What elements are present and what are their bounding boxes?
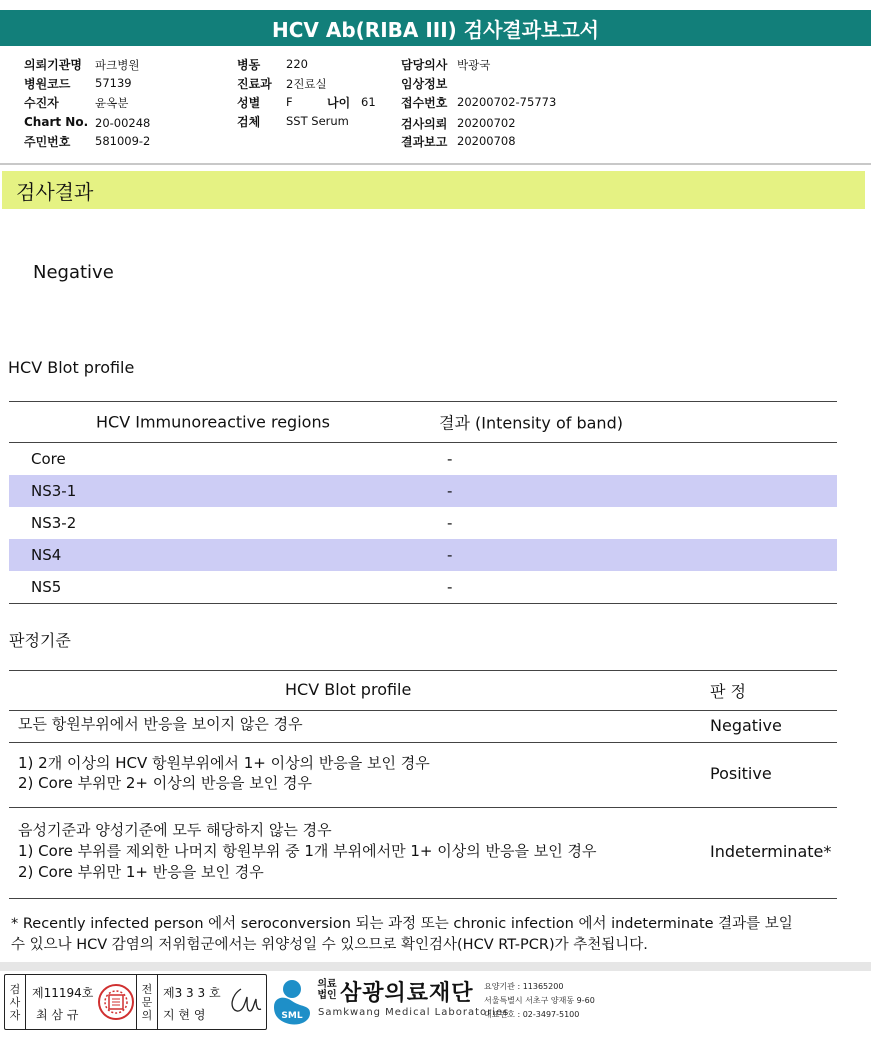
info-value: 20200702 [457,116,516,130]
blot-profile-table [9,401,837,604]
seal-stamp-icon [95,980,137,1024]
region-cell: NS5 [31,578,62,596]
info-label: 검체 [237,115,261,129]
examiner-name: 최 삼 규 [36,1008,79,1022]
criteria-text: 2) Core 부위만 2+ 이상의 반응을 보인 경우 [18,774,312,792]
table-row [9,539,837,571]
info-value: 220 [286,57,308,71]
criteria-heading: 판정기준 [9,631,71,650]
footer-divider [0,962,871,971]
label-char: 의 [141,1008,153,1022]
column-header: 판 정 [710,682,746,701]
criteria-text: 모든 항원부위에서 반응을 보이지 않은 경우 [18,715,303,733]
specialist-name: 지 현 영 [163,1008,206,1022]
patient-info [0,48,871,164]
table-row [9,808,837,899]
logo-text: SML [281,1011,303,1021]
table-header [9,402,837,443]
label-char: 검 [9,982,21,996]
info-value: 윤옥분 [95,96,129,110]
specialist-license: 제3 3 3 호 [163,986,221,1000]
criteria-text: 1) 2개 이상의 HCV 항원부위에서 1+ 이상의 반응을 보인 경우 [18,754,430,772]
info-label: 성별 [237,96,261,110]
label-char: 문 [141,995,153,1009]
result-cell: - [447,578,453,596]
judgement-cell: Indeterminate* [710,842,832,861]
label-char: 사 [9,995,21,1009]
info-label: 수진자 [24,96,59,110]
table-row [9,571,837,603]
lab-address: 서울특별시 서초구 양재동 9-60 [484,996,595,1005]
info-value: 20200702-75773 [457,95,557,109]
info-value: 20-00248 [95,116,151,130]
info-divider [0,163,871,165]
info-label: 병동 [237,58,261,72]
info-label: 의뢰기관명 [24,58,82,72]
lab-code: 요양기관 : 11365200 [484,982,564,991]
label-char: 전 [141,982,153,996]
region-cell: NS4 [31,546,62,564]
table-row [9,475,837,507]
table-row [9,507,837,539]
result-cell: - [447,546,453,564]
column-header: HCV Immunoreactive regions [96,412,330,432]
examiner-label [5,975,26,1029]
blot-profile-heading: HCV Blot profile [8,358,135,377]
result-cell: - [447,514,453,532]
region-cell: Core [31,450,66,468]
report-title: HCV Ab(RIBA III) 검사결과보고서 [0,10,871,46]
info-value: 57139 [95,76,132,90]
section-heading: 검사결과 [2,171,865,209]
info-label: 나이 [327,96,351,110]
specialist-label [136,975,158,1029]
info-value: 20200708 [457,134,516,148]
info-value: 581009-2 [95,134,151,148]
region-cell: NS3-2 [31,514,77,532]
column-header: 결과 (Intensity of band) [439,413,623,433]
table-row [9,743,837,808]
info-label: 담당의사 [401,58,448,72]
info-value: 61 [361,95,376,109]
info-label: 주민번호 [24,135,71,149]
criteria-text: 음성기준과 양성기준에 모두 해당하지 않는 경우 [18,821,332,839]
lab-legal-label: 의료법인 [317,979,337,1001]
info-label: 진료과 [237,77,272,91]
criteria-text: 2) Core 부위만 1+ 반응을 보인 경우 [18,863,264,881]
lab-name-en: Samkwang Medical Laboratories [318,1007,510,1018]
table-row [9,711,837,743]
column-header: HCV Blot profile [285,680,412,699]
region-cell: NS3-1 [31,482,77,500]
footnote-line: * Recently infected person 에서 seroconversion 되는 과정 또는 chronic infection 에서 indeterminate 결과를 보일 [11,916,793,932]
sml-logo-icon [270,977,314,1027]
test-result: Negative [33,262,114,283]
signature-box [4,974,267,1030]
info-value: 2진료실 [286,77,327,91]
info-value: SST Serum [286,114,349,128]
judgement-cell: Negative [710,716,782,735]
label-char: 자 [9,1008,21,1022]
info-value: 박광국 [457,58,491,72]
lab-phone: 대표번호 : 02-3497-5100 [484,1010,580,1019]
info-label: 결과보고 [401,135,448,149]
info-label: 임상정보 [401,77,448,91]
table-header [9,671,837,711]
table-row [9,443,837,475]
lab-name: 삼광의료재단 [340,981,474,1006]
info-label: 접수번호 [401,96,448,110]
info-label: 검사의뢰 [401,117,448,131]
info-label: 병원코드 [24,77,71,91]
result-cell: - [447,482,453,500]
criteria-table [9,670,837,899]
lab-contact [484,980,595,1022]
signature-icon [223,981,265,1023]
info-label: Chart No. [24,115,89,129]
examiner-license: 제11194호 [32,986,94,1000]
footnote [11,914,841,956]
judgement-cell: Positive [710,764,772,783]
result-cell: - [447,450,453,468]
criteria-text: 1) Core 부위를 제외한 나머지 항원부위 중 1개 부위에서만 1+ 이상의 반응을 보인 경우 [18,842,597,860]
info-value: 파크병원 [95,58,140,72]
footnote-line: 수 있으나 HCV 감염의 저위험군에서는 위양성일 수 있으므로 확인검사(HCV RT-PCR)가 추천됩니다. [11,937,648,953]
info-value: F [286,95,293,109]
